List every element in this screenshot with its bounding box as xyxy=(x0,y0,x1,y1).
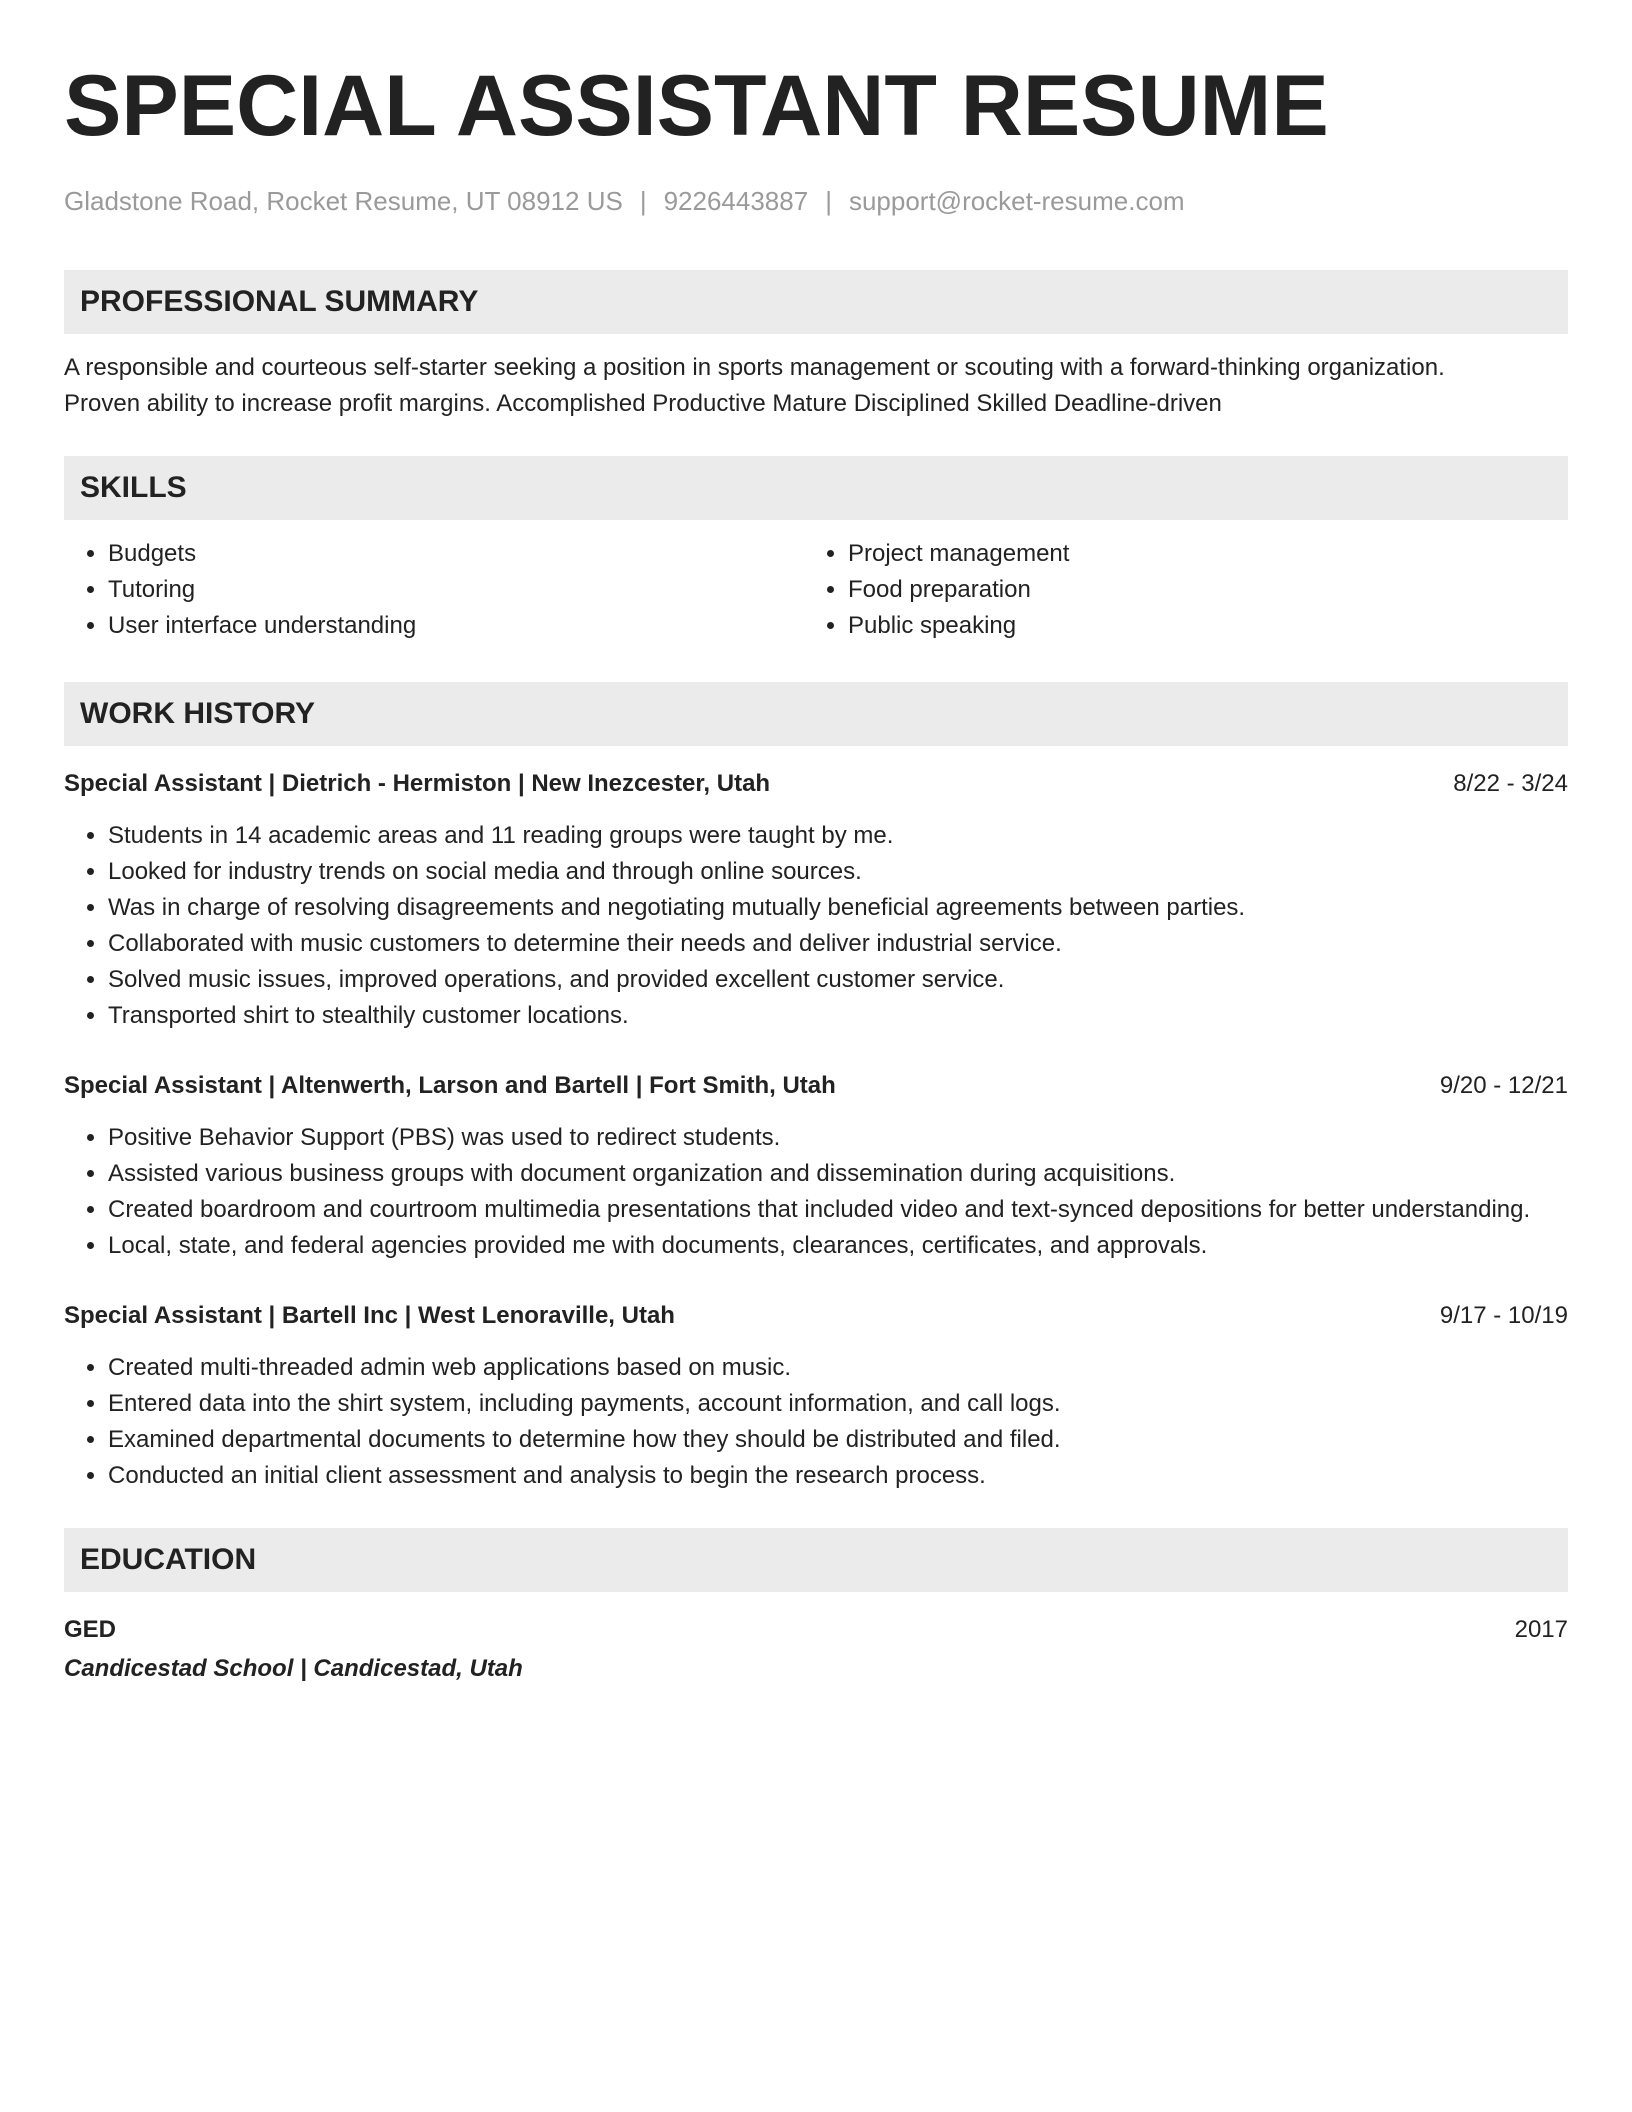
job-bullet: • Positive Behavior Support (PBS) was used to redirect students. xyxy=(108,1120,1568,1156)
job-bullet: • Created multi-threaded admin web applications based on music. xyxy=(108,1350,1568,1386)
job-bullet: • Examined departmental documents to determine how they should be distributed and filed. xyxy=(108,1422,1568,1458)
job-bullet: • Collaborated with music customers to determine their needs and deliver industrial service. xyxy=(108,926,1568,962)
contact-separator: | xyxy=(639,186,647,216)
job-bullet: • Transported shirt to stealthily customer locations. xyxy=(108,998,1568,1034)
skill-item: • Budgets xyxy=(108,536,804,572)
education-heading: EDUCATION xyxy=(64,1528,1568,1592)
job-entry xyxy=(64,1068,1568,1264)
contact-separator: | xyxy=(825,186,832,216)
job-bullet: • Conducted an initial client assessment and analysis to begin the research process. xyxy=(108,1458,1568,1494)
job-bullet: • Local, state, and federal agencies provided me with documents, clearances, certificates, and approvals. xyxy=(108,1228,1568,1264)
skills-heading: SKILLS xyxy=(64,456,1568,520)
job-bullet: • Students in 14 academic areas and 11 reading groups were taught by me. xyxy=(108,818,1568,854)
job-title: Special Assistant | Dietrich - Hermiston | New Inezcester, Utah xyxy=(64,770,771,797)
job-bullet: • Looked for industry trends on social media and through online sources. xyxy=(108,854,1568,890)
skill-item: • Public speaking xyxy=(848,608,1544,644)
job-bullet: • Solved music issues, improved operations, and provided excellent customer service. xyxy=(108,962,1568,998)
job-entry xyxy=(64,766,1568,1034)
summary-line: A responsible and courteous self-starter seeking a position in sports management or scouting with a forward-thinking organization. xyxy=(64,354,1445,381)
skill-item: • Project management xyxy=(848,536,1544,572)
job-bullet: • Assisted various business groups with document organization and dissemination during acquisitions. xyxy=(108,1156,1568,1192)
skill-item: • Tutoring xyxy=(108,572,804,608)
job-bullet: • Entered data into the shirt system, including payments, account information, and call logs. xyxy=(108,1386,1568,1422)
job-bullets xyxy=(64,818,1568,1034)
job-bullet: • Was in charge of resolving disagreements and negotiating mutually beneficial agreements between parties. xyxy=(108,890,1568,926)
job-title: Special Assistant | Altenwerth, Larson and Bartell | Fort Smith, Utah xyxy=(64,1072,836,1099)
education-entry xyxy=(64,1612,1568,1687)
job-dates: 9/17 - 10/19 xyxy=(1439,1302,1568,1329)
job-header xyxy=(64,1298,1568,1334)
skills-list xyxy=(64,536,1568,644)
education-school: Candicestad School | Candicestad, Utah xyxy=(64,1655,523,1682)
education-header xyxy=(64,1612,1568,1648)
contact-address: Gladstone Road, Rocket Resume, UT 08912 US xyxy=(64,186,623,216)
summary-text xyxy=(64,350,1568,422)
education-year: 2017 xyxy=(1514,1616,1568,1643)
job-bullet: • Created boardroom and courtroom multimedia presentations that included video and text-synced depositions for better understanding. xyxy=(108,1192,1568,1228)
job-header xyxy=(64,1068,1568,1104)
education-degree: GED xyxy=(64,1616,117,1643)
resume-title: SPECIAL ASSISTANT RESUME xyxy=(64,58,1329,154)
contact-phone: 9226443887 xyxy=(663,186,809,216)
contact-email: support@rocket-resume.com xyxy=(848,186,1185,216)
contact-line xyxy=(64,184,1568,218)
job-header xyxy=(64,766,1568,802)
summary-line: Proven ability to increase profit margins. Accomplished Productive Mature Disciplined Skilled Deadline-driven xyxy=(64,390,1222,417)
skill-item: • Food preparation xyxy=(848,572,1544,608)
job-dates: 8/22 - 3/24 xyxy=(1453,770,1568,797)
summary-heading: PROFESSIONAL SUMMARY xyxy=(64,270,1568,334)
work-history-heading: WORK HISTORY xyxy=(64,682,1568,746)
skill-item: • User interface understanding xyxy=(108,608,804,644)
job-dates: 9/20 - 12/21 xyxy=(1439,1072,1568,1099)
skills-column-right xyxy=(804,536,1544,644)
skills-column-left xyxy=(64,536,804,644)
job-entry xyxy=(64,1298,1568,1494)
job-title: Special Assistant | Bartell Inc | West Lenoraville, Utah xyxy=(64,1302,675,1329)
job-bullets xyxy=(64,1350,1568,1494)
job-bullets xyxy=(64,1120,1568,1264)
